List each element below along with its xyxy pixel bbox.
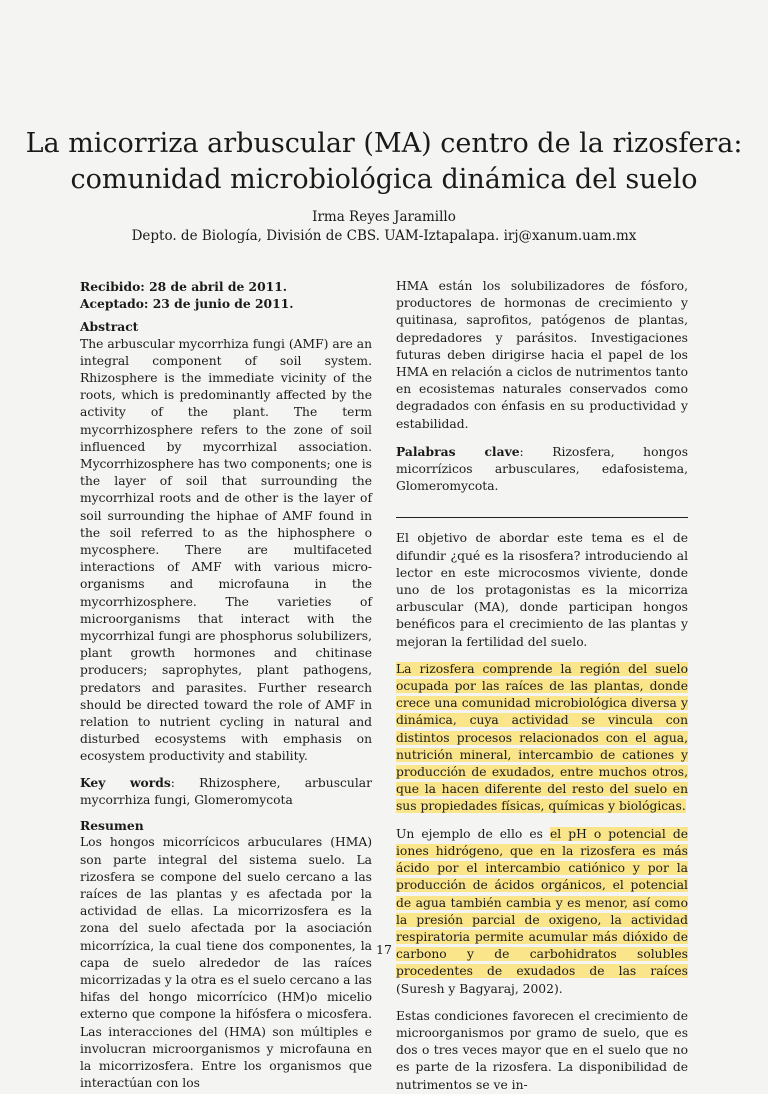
title-line-1: La micorriza arbuscular (MA) centro de la rizosfera: xyxy=(25,128,743,159)
keywords-en xyxy=(80,774,372,809)
title-line-2: comunidad microbiológica dinámica del suelo xyxy=(70,164,698,195)
body-paragraph-3 xyxy=(396,826,688,998)
accepted-date: Aceptado: 23 de junio de 2011. xyxy=(80,296,294,312)
keywords-es xyxy=(396,443,688,496)
author-affiliation: Depto. de Biología, División de CBS. UAM-Iztapalapa. irj@xanum.uam.mx xyxy=(131,228,637,244)
abstract-heading: Abstract xyxy=(80,319,139,335)
resumen-heading: Resumen xyxy=(80,818,144,834)
keywords-en-text: : Rhizosphere, arbuscular mycorrhiza fungi, Glomeromycota xyxy=(80,775,372,807)
section-divider xyxy=(396,517,688,518)
paper-title xyxy=(0,126,768,198)
right-column xyxy=(396,278,688,1094)
keywords-en-label: Key words xyxy=(80,774,171,790)
author-name: Irma Reyes Jaramillo xyxy=(312,209,456,225)
highlight-paragraph-3: el pH o potencial de iones hidrógeno, que en la rizosfera es más ácido por el intercambio catiónico y por la producción de ácidos orgánicos, el potencial de agua también cambia y es menor, así como la presión parcial de oxigeno, la actividad respiratoria permite acumular más dióxido de carbono y de carbohidratos solubles procedentes de exudados de las raíces xyxy=(396,826,688,979)
body-paragraph-1: El objetivo de abordar este tema es el de difundir ¿qué es la risosfera? introduciendo al lector en este microcosmos viviente, donde uno de los protagonistas es la micorriza arbuscular (MA), donde participan hongos benéficos para el crecimiento de las plantas y mejoran la fertilidad del suelo. xyxy=(396,531,688,649)
author-block xyxy=(0,208,768,246)
paragraph-3-lead: Un ejemplo de ello es xyxy=(396,826,550,841)
received-date: Recibido: 28 de abril de 2011. xyxy=(80,279,288,294)
abstract-text: The arbuscular mycorrhiza fungi (AMF) are an integral component of soil system. Rhizosphere is the immediate vicinity of the roots, which is predominantly affected by the activity of the plant. The term mycorrhizosphere refers to the zone of soil influenced by mycorrhizal association. Mycorrhizosphere has two components; one is the layer of soil that surrounding the mycorrhizal roots and de other is the layer of soil surrounding the hiphae of AMF found in the soil referred to as the hiphosphere o mycosphere. There are multifaceted interactions of AMF with various micro-organisms and microfauna in the mycorrhizosphere. The varieties of microorganisms that interact with the mycorrhizal fungi are phosphorus solubilizers, plant growth hormones and chitinase producers; saprophytes, plant pathogens, predators and parasites. Further research should be directed toward the role of AMF in relation to nutrient cycling in natural and disturbed ecosystems with emphasis on ecosystem productivity and stability. xyxy=(80,336,372,764)
left-column xyxy=(80,278,372,1092)
highlight-paragraph-2: La rizosfera comprende la región del suelo ocupada por las raíces de las plantas, donde crece una comunidad microbiológica diversa y dinámica, cuya actividad se vincula con distintos procesos relacionados con el agua, nutrición mineral, intercambio de cationes y producción de exudados, entre muchos otros, que la hacen diferente del resto del suelo en sus propiedades físicas, químicas y biológicas. xyxy=(396,661,688,814)
page-number: 17 xyxy=(376,942,392,957)
paragraph-3-citation: (Suresh y Bagyaraj, 2002). xyxy=(396,981,563,996)
resumen-continued: HMA están los solubilizadores de fósforo, productores de hormonas de crecimiento y quitinasa, saprofitos, patógenos de plantas, depredadores y parásitos. Investigaciones futuras deben dirigirse hacia el papel de los HMA en relación a ciclos de nutrimentos tanto en ecosistemas naturales conservados como degradados con énfasis en su productividad y estabilidad. xyxy=(396,279,688,431)
keywords-es-text: : Rizosfera, hongos micorrízicos arbusculares, edafosistema, Glomeromycota. xyxy=(396,444,689,494)
body-paragraph-4: Estas condiciones favorecen el crecimiento de microorganismos por gramo de suelo, que es dos o tres veces mayor que en el suelo que no es parte de la rizosfera. La disponibilidad de nutrimentos se ve in- xyxy=(396,1008,688,1092)
resumen-text: Los hongos micorrícicos arbuculares (HMA) son parte integral del sistema suelo. La rizosfera se compone del suelo cercano a las raíces de las plantas y es afectada por la actividad de ellas. La micorrizosfera es la zona del suelo afectada por la asociación micorrízica, la cual tiene dos componentes, la capa de suelo alrededor de las raíces micorrizadas y la otra es el suelo cercano a las hifas del hongo micorrícico (HM)o micelio externo que compone la hifósfera o micosfera. Las interacciones del (HMA) son múltiples e involucran microorganismos y microfauna en la micorrizosfera. Entre los organismos que interactúan con los xyxy=(80,835,372,1091)
body-paragraph-2 xyxy=(396,661,688,816)
keywords-es-label: Palabras clave xyxy=(396,443,520,459)
